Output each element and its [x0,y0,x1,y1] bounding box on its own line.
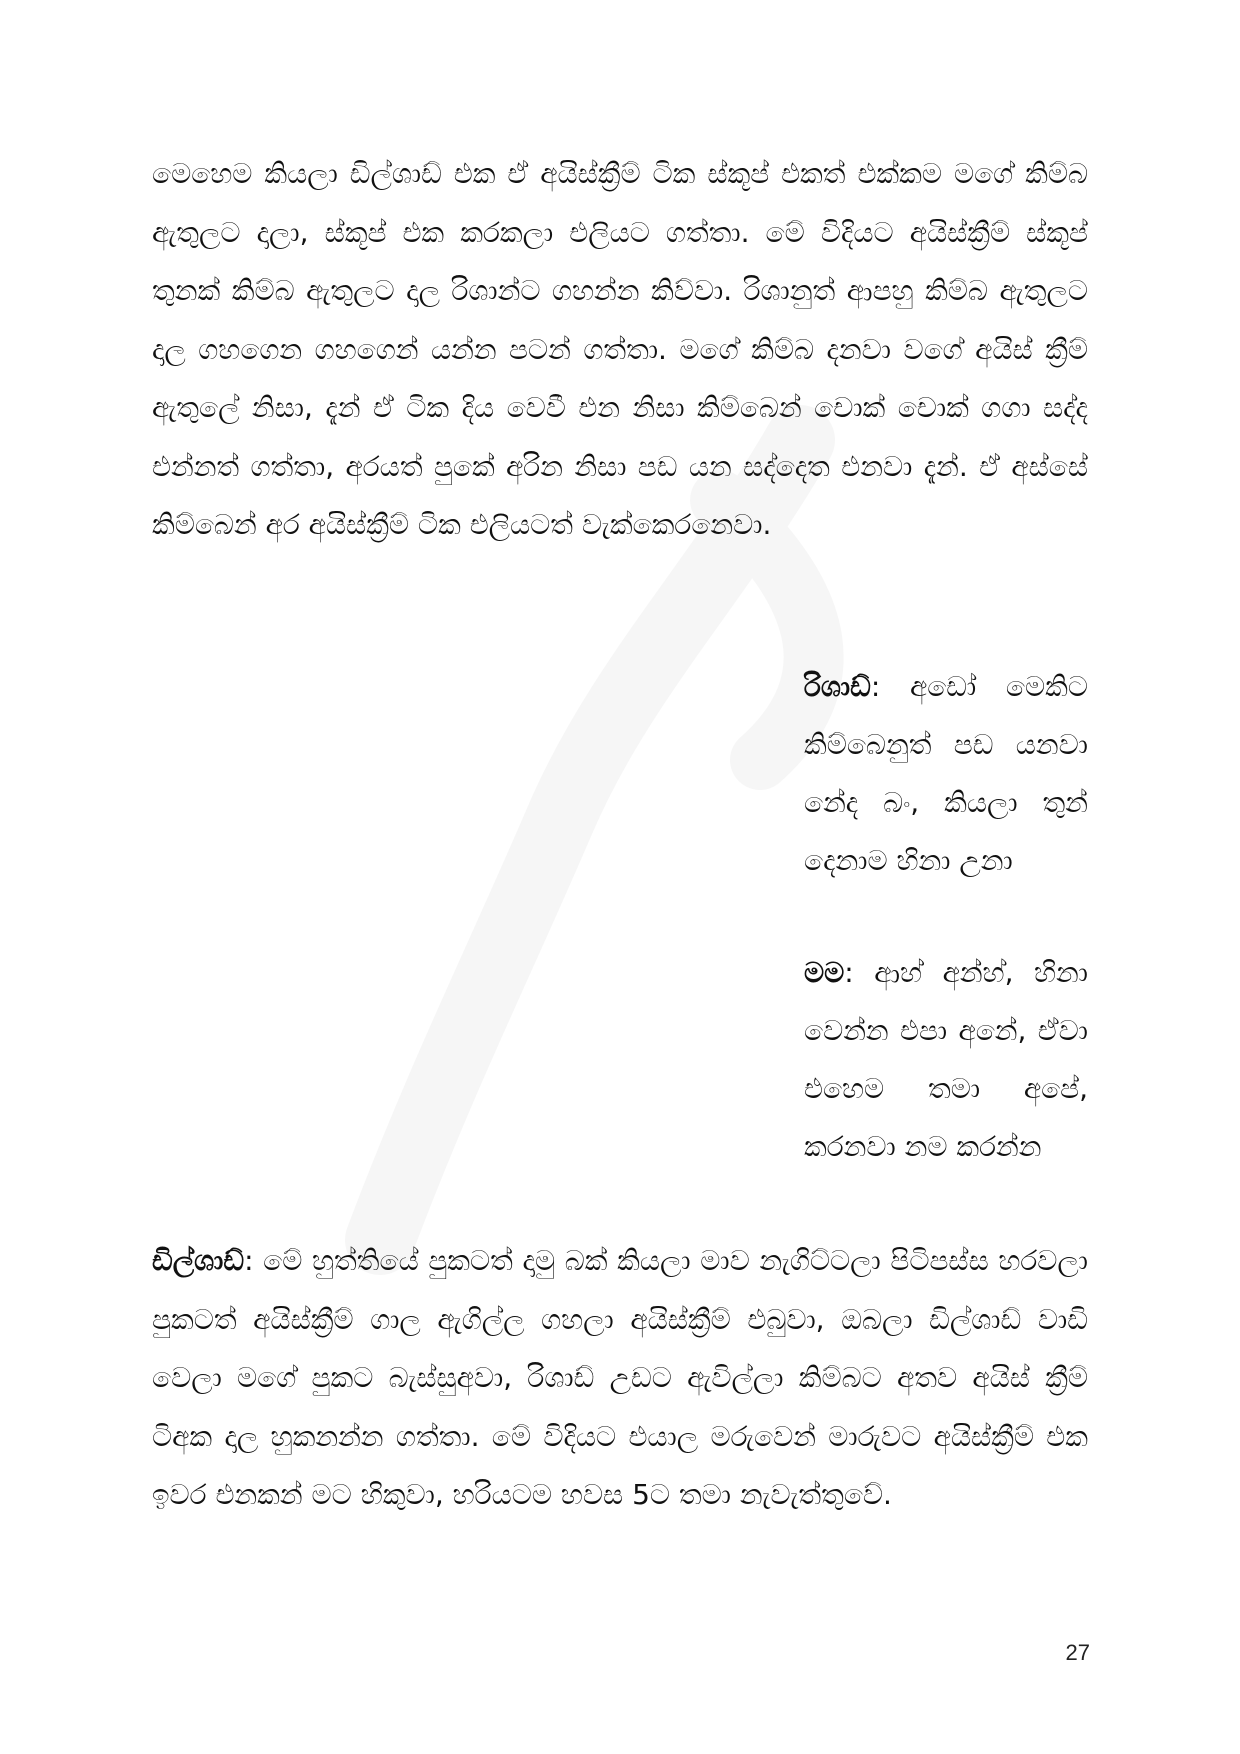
dialogue-text: : ආහ් අන්හ්, හිනා වෙන්න එපා අනේ, ඒවා එහෙම තමා අපේ, කරනවා නම කරන්න [804,956,1088,1163]
body-paragraph-3 [152,1232,1088,1525]
body-paragraph-1: මෙහෙම කියලා ඩිල්ශාඩ් එක ඒ අයිස්ක්‍රීම් ටික ස්කූප් එකත් එක්කම මගේ කිම්බ ඇතුලට දාලා, ස්කූප් එක කරකලා එලියට ගත්තා. මේ විදියට අයිස්ක්‍රීම් ස්කූප් තුනක් කිම්බ ඇතුලට දාල රිශාන්ට ගහන්න කිව්වා. රිශානුත් ආපහු කිම්බ ඇතුලට දාල ගහගෙන ගහගෙන් යන්න පටන් ගත්තා. මගේ කිම්බ දනවා වගේ අයිස් ක්‍රීම් ඇතුලේ නිසා, දැන් ඒ ටික දිය වෙවී එන නිසා කිම්බෙන් චොක් චොක් ගගා සද්ද එන්නත් ගත්තා, අරයත් පුකේ අරින නිසා පඩ යන සද්දෙත එනවා දැන්. ඒ අස්සේ කිම්බෙන් අර අයිස්ක්‍රීම් ටික එලියටත් වැක්කෙරනෙවා. [152,157,1088,541]
page-number: 27 [1065,1640,1090,1665]
speaker-name: රිශාඩ් [804,670,871,703]
dialogue-block-2 [804,944,1088,1176]
watermark-stroke [380,440,800,1240]
dialogue-text: : අඩෝ මෙකිට කිම්බෙනුත් පඩ යනවා නේද බං, කියලා තුන් දෙනාම හිනා උනා [804,670,1088,877]
dialogue-block-1 [804,658,1088,890]
speaker-name: මම [804,956,845,989]
paragraph-text: : මේ හුත්තියේ පුකටත් දාමු බක් කියලා මාව නැගිට්ටලා පිටිපස්ස හරවලා පුකටත් අයිස්ක්‍රීම් ගාල ඇගිල්ල ගහලා අයිස්ක්‍රීම් එබුවා, ඔබලා ඩිල්ශාඩ් වාඩි වෙලා මගේ පුකට බැස්සුඅවා, රිශාඩ් උඩට ඇවිල්ලා කිම්බට අතව අයිස් ක්‍රීම් ටිඅක දාල හුකනන්න ගත්තා. මේ විදියට එයාල මරුවෙන් මාරුවට අයිස්ක්‍රීම් එක ඉවර එනකන් මට හිකුවා, හරියටම හවස 5ට තමා නැවැත්තුවේ. [152,1244,1088,1511]
speaker-name: ඩිල්ශාඩ් [152,1244,245,1277]
